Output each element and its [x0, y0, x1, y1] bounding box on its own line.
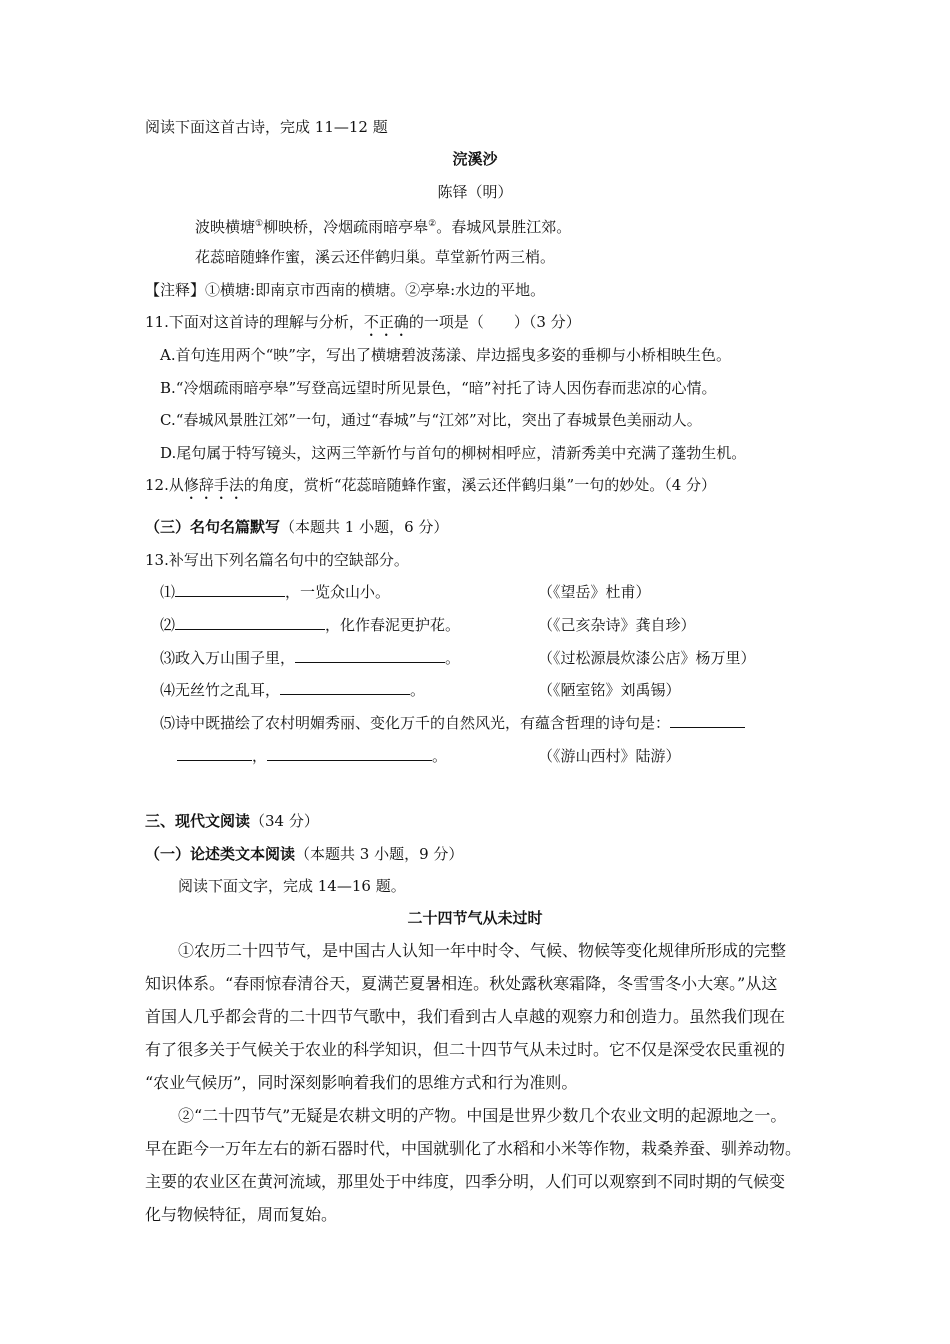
section-dictation-heading: （三）名句名篇默写（本题共 1 小题，6 分）: [145, 518, 449, 536]
q11-option-d: D.尾句属于特写镜头，这两三竿新竹与首句的柳树相呼应，清新秀美中充满了蓬勃生机。: [160, 444, 747, 462]
article-paragraph-1-line: 知识体系。“春雨惊春清谷天，夏满芒夏暑相连。秋处露秋寒霜降，冬雪雪冬小大寒。”从这: [145, 974, 778, 993]
answer-blank[interactable]: [267, 745, 432, 761]
answer-blank[interactable]: [175, 614, 325, 630]
q11-option-a: A.首句连用两个“映”字，写出了横塘碧波荡漾、岸边摇曳多姿的垂柳与小桥相映生色。: [160, 346, 731, 364]
answer-blank[interactable]: [175, 581, 285, 597]
answer-blank[interactable]: [670, 712, 745, 728]
article-intro: 阅读下面文字，完成 14—16 题。: [178, 877, 406, 895]
answer-blank[interactable]: [177, 745, 252, 761]
dictation-item-3: ⑶政入万山围子里， 。: [160, 649, 461, 667]
question-12: 12.从修辞手法的角度，赏析“花蕊暗随蜂作蜜，溪云还伴鹤归巢”一句的妙处。（4 分）: [145, 476, 717, 494]
question-11: 11.下面对这首诗的理解与分析，不正确的一项是（ ）（3 分）: [145, 313, 581, 331]
article-paragraph-2-line: 早在距今一万年左右的新石器时代，中国就驯化了水稻和小米等作物，栽桑养蚕、驯养动物。: [145, 1139, 802, 1158]
dictation-source-1: （《望岳》杜甫）: [538, 583, 651, 601]
dictation-item-5-cont: ， 。: [177, 745, 447, 767]
poem-author: 陈铎（明）: [437, 183, 513, 201]
article-paragraph-2-line: 化与物候特征，周而复始。: [145, 1205, 338, 1224]
part-3-heading: 三、现代文阅读（34 分）: [145, 812, 319, 830]
dictation-source-2: （《己亥杂诗》龚自珍）: [538, 616, 696, 634]
article-paragraph-1-line: “农业气候历”，同时深刻影响着我们的思维方式和行为准则。: [145, 1073, 578, 1092]
article-paragraph-1-line: 有了很多关于气候关于农业的科学知识，但二十四节气从未过时。它不仅是深受农民重视的: [145, 1040, 786, 1059]
poem-line-2: 花蕊暗随蜂作蜜，溪云还伴鹤归巢。草堂新竹两三梢。: [195, 248, 556, 266]
article-paragraph-1-line: ①农历二十四节气，是中国古人认知一年中时令、气候、物候等变化规律所形成的完整: [178, 941, 787, 960]
dictation-item-5: ⑸诗中既描绘了农村明媚秀丽、变化万千的自然风光，有蕴含哲理的诗句是：: [160, 712, 745, 734]
article-paragraph-1-line: 首国人几乎都会背的二十四节气歌中，我们看到古人卓越的观察力和创造力。虽然我们现在: [145, 1007, 786, 1026]
dictation-source-3: （《过松源晨炊漆公店》杨万里）: [538, 649, 756, 667]
poem-intro: 阅读下面这首古诗，完成 11—12 题: [145, 118, 388, 136]
q11-option-c: C.“春城风景胜江郊”一句，通过“春城”与“江郊”对比，突出了春城景色美丽动人。: [160, 411, 702, 429]
question-13: 13.补写出下列名篇名句中的空缺部分。: [145, 551, 409, 569]
poem-note: 【注释】①横塘:即南京市西南的横塘。②亭皋:水边的平地。: [145, 281, 546, 299]
article-paragraph-2-line: ②“二十四节气”无疑是农耕文明的产物。中国是世界少数几个农业文明的起源地之一。: [178, 1106, 787, 1125]
dictation-item-1: ⑴ ，一览众山小。: [160, 583, 391, 601]
answer-blank[interactable]: [280, 679, 410, 695]
dictation-source-5: （《游山西村》陆游）: [538, 747, 681, 765]
q11-option-b: B.“冷烟疏雨暗亭皋”写登高远望时所见景色，“暗”衬托了诗人因伤春而悲凉的心情。: [160, 379, 717, 397]
poem-line-1: 波映横塘①柳映桥，冷烟疏雨暗亭皋②。春城风景胜江郊。: [195, 218, 572, 236]
answer-blank[interactable]: [295, 647, 445, 663]
dictation-source-4: （《陋室铭》刘禹锡）: [538, 681, 681, 699]
dictation-item-4: ⑷无丝竹之乱耳， 。: [160, 681, 426, 699]
section-argumentative-heading: （一）论述类文本阅读（本题共 3 小题，9 分）: [145, 845, 464, 863]
poem-title: 浣溪沙: [452, 150, 498, 168]
dictation-item-2: ⑵ ，化作春泥更护花。: [160, 616, 461, 634]
article-paragraph-2-line: 主要的农业区在黄河流域，那里处于中纬度，四季分明，人们可以观察到不同时期的气候变: [145, 1172, 786, 1191]
article-title: 二十四节气从未过时: [407, 909, 543, 927]
